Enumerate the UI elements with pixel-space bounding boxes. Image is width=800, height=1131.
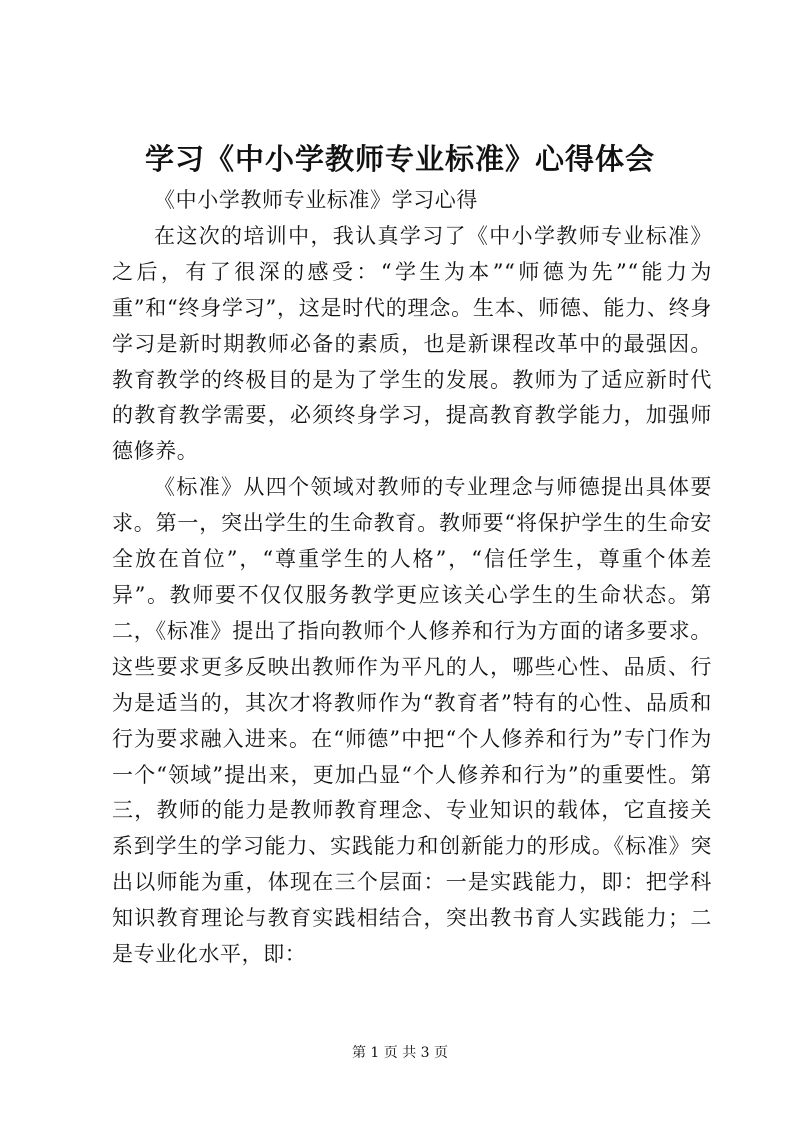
subtitle-paragraph: 《中小学教师专业标准》学习心得 bbox=[154, 188, 478, 212]
page-footer: 第 1 页 共 3 页 bbox=[351, 1045, 449, 1061]
body-paragraph-2: 《标准》从四个领域对教师的专业理念与师德提出具体要求。第一，突出学生的生命教育。教师要“将保护学生的生命安全放在首位”，“尊重学生的人格”，“信任学生，尊重个体差异”。教师要不仅仅服务教学更应该关心学生的生命状态。第二，《标准》提出了指向教师个人修养和行为方面的诸多要求。这些要求更多反映出教师作为平凡的人，哪些心性、品质、行为是适当的，其次才将教师作为“教育者”特有的心性、品质和行为要求融入进来。在“师德”中把“个人修养和行为”专门作为一个“领域”提出来，更加凸显“个人修养和行为”的重要性。第三，教师的能力是教师教育理念、专业知识的载体，它直接关系到学生的学习能力、实践能力和创新能力的形成。《标准》突出以师能为重，体现在三个层面：一是实践能力，即：把学科知识教育理论与教育实践相结合，突出教书育人实践能力；二是专业化水平，即： bbox=[112, 475, 712, 967]
document-body bbox=[112, 183, 712, 973]
document-title: 学习《中小学教师专业标准》心得体会 bbox=[144, 142, 655, 176]
body-paragraph-1: 在这次的培训中，我认真学习了《中小学教师专业标准》之后，有了很深的感受：“学生为本”“师德为先”“能力为重”和“终身学习”，这是时代的理念。生本、师德、能力、终身学习是新时期教师必备的素质，也是新课程改革中的最强因。教育教学的终极目的是为了学生的发展。教师为了适应新时代的教育教学需要，必须终身学习，提高教育教学能力，加强师德修养。 bbox=[112, 223, 712, 464]
